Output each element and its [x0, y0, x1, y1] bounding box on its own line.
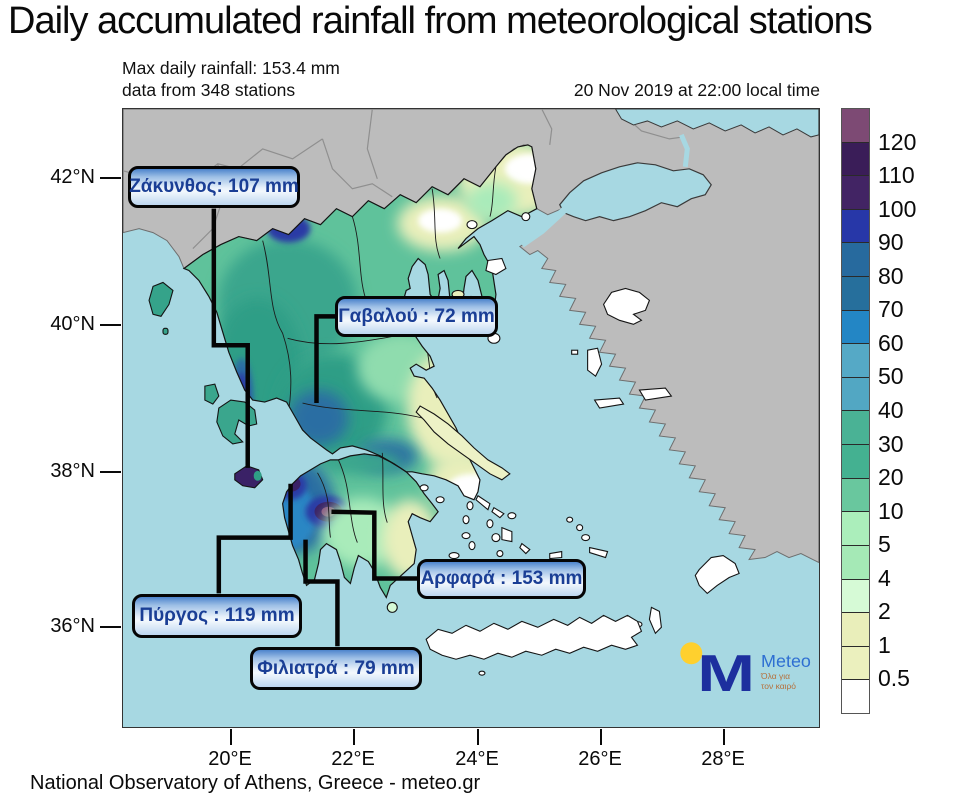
lon-tick-22 — [353, 729, 355, 745]
logo-m-icon: M — [697, 644, 756, 703]
colorbar-label: 60 — [878, 329, 904, 356]
colorbar-segment — [842, 646, 869, 680]
colorbar-label: 80 — [878, 262, 904, 289]
colorbar-label: 4 — [878, 564, 891, 591]
colorbar-segment — [842, 511, 869, 545]
colorbar-label: 5 — [878, 531, 891, 558]
colorbar-segment — [842, 209, 869, 243]
colorbar-segment — [842, 478, 869, 512]
colorbar-label: 10 — [878, 497, 904, 524]
lon-label-20e: 20°E — [208, 748, 252, 770]
colorbar-label: 0.5 — [878, 665, 910, 692]
colorbar-segment — [842, 276, 869, 310]
lon-tick-20 — [230, 729, 232, 745]
max-rainfall-text: Max daily rainfall: 153.4 mm — [122, 58, 340, 78]
logo-tagline-2: τον καιρό — [761, 681, 797, 692]
attribution-text: National Observatory of Athens, Greece - meteo.gr — [30, 772, 481, 794]
callout-pyrgos: Πύργος : 119 mm — [132, 594, 302, 638]
lat-tick-42 — [100, 177, 121, 179]
colorbar-label: 2 — [878, 598, 891, 625]
lat-label-38n: 38°N — [50, 460, 95, 482]
colorbar-segment — [842, 579, 869, 613]
colorbar-labels — [878, 108, 958, 714]
colorbar-label: 70 — [878, 296, 904, 323]
lon-tick-28 — [723, 729, 725, 745]
lon-label-22e: 22°E — [331, 748, 375, 770]
lat-tick-36 — [100, 626, 121, 628]
lat-tick-40 — [100, 324, 121, 326]
colorbar-label: 100 — [878, 195, 917, 222]
colorbar-label: 20 — [878, 464, 904, 491]
lon-label-28e: 28°E — [701, 748, 745, 770]
station-count-text: data from 348 stations — [122, 80, 296, 100]
lat-tick-38 — [100, 471, 121, 473]
colorbar-segment — [842, 545, 869, 579]
colorbar-segment — [842, 310, 869, 344]
callout-zakynthos: Ζάκυνθος: 107 mm — [128, 166, 300, 208]
colorbar-segment — [842, 142, 869, 176]
lon-label-26e: 26°E — [578, 748, 622, 770]
colorbar-segment — [842, 377, 869, 411]
colorbar-label: 110 — [878, 162, 915, 189]
colorbar-label: 30 — [878, 430, 904, 457]
colorbar-label: 90 — [878, 229, 904, 256]
colorbar-segment — [842, 242, 869, 276]
lon-label-24e: 24°E — [455, 748, 499, 770]
lat-label-40n: 40°N — [50, 313, 95, 335]
colorbar-segment — [842, 444, 869, 478]
datetime-text: 20 Nov 2019 at 22:00 local time — [573, 80, 820, 100]
lat-label-42n: 42°N — [50, 166, 95, 188]
colorbar-segment — [842, 410, 869, 444]
lon-tick-24 — [477, 729, 479, 745]
colorbar-segments — [841, 108, 870, 714]
page-title: Daily accumulated rainfall from meteorological stations — [8, 0, 872, 42]
colorbar-label: 50 — [878, 363, 904, 390]
colorbar-segment — [842, 612, 869, 646]
colorbar-segment — [842, 109, 869, 142]
callout-arfara: Αρφαρά : 153 mm — [417, 559, 586, 599]
colorbar-label: 1 — [878, 631, 891, 658]
colorbar-segment — [842, 175, 869, 209]
colorbar-segment — [842, 679, 869, 713]
lon-tick-26 — [600, 729, 602, 745]
logo-tagline-1: Όλα για — [761, 671, 790, 682]
colorbar-label: 40 — [878, 397, 904, 423]
lat-label-36n: 36°N — [50, 615, 95, 637]
colorbar-segment — [842, 343, 869, 377]
callout-filiatra: Φιλιατρά : 79 mm — [250, 647, 422, 690]
colorbar-label: 120 — [878, 128, 917, 155]
callout-gavalou: Γαβαλού : 72 mm — [335, 296, 498, 337]
logo-wordmark: Meteo — [761, 651, 811, 672]
